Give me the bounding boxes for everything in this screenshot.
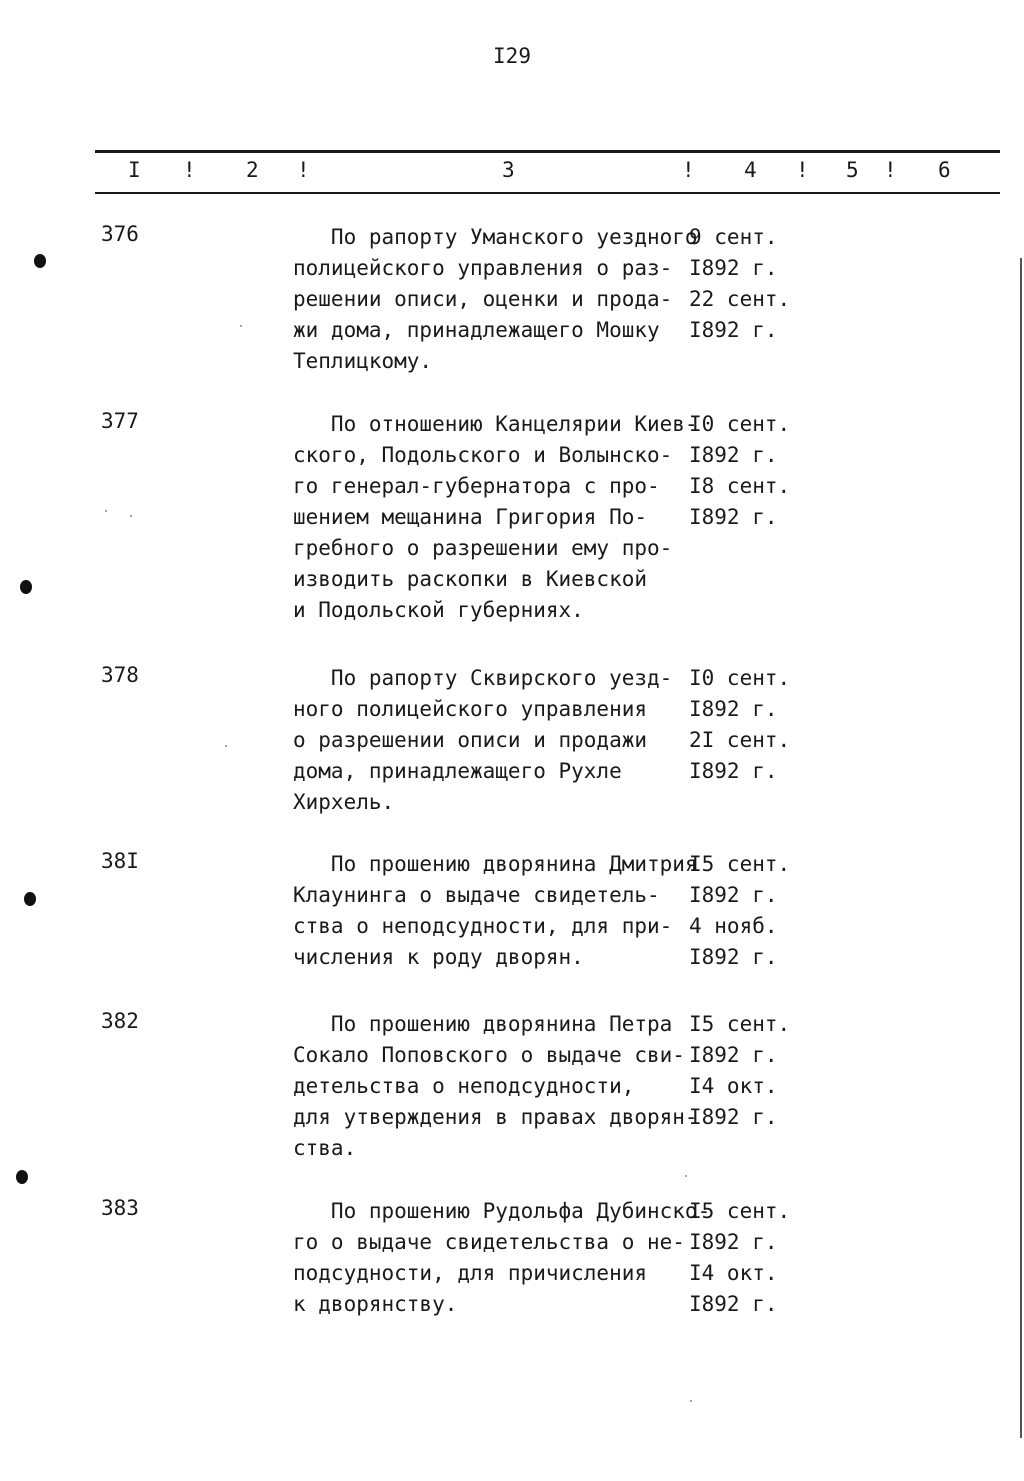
column-separator: ! xyxy=(682,158,695,182)
description-line: Теплицкому. xyxy=(293,349,433,373)
date-line: I892 г. xyxy=(689,256,778,280)
entry-number: 383 xyxy=(101,1196,139,1220)
description-line: ства. xyxy=(293,1136,357,1160)
date-line: I0 сент. xyxy=(689,412,791,436)
description-line: Сокало Поповского о выдаче сви- xyxy=(293,1043,685,1067)
date-line: I892 г. xyxy=(689,1230,778,1254)
description-line: По рапорту Уманского уездного xyxy=(293,225,698,249)
description-line: жи дома, принадлежащего Мошку xyxy=(293,318,660,342)
date-line: I892 г. xyxy=(689,1043,778,1067)
date-line: I4 окт. xyxy=(689,1074,778,1098)
description-line: По прошению дворянина Петра xyxy=(293,1012,673,1036)
column-separator: ! xyxy=(183,158,196,182)
description-line: По прошению Рудольфа Дубинско- xyxy=(293,1199,711,1223)
description-line: подсудности, для причисления xyxy=(293,1261,648,1285)
date-line: I892 г. xyxy=(689,1105,778,1129)
column-separator: ! xyxy=(884,158,897,182)
column-header-3: 3 xyxy=(502,158,515,182)
column-header-2: 2 xyxy=(246,158,259,182)
date-line: I5 сент. xyxy=(689,1199,791,1223)
table-header-rule xyxy=(95,192,1000,194)
column-header-6: 6 xyxy=(938,158,951,182)
scan-edge-line xyxy=(1020,258,1022,1438)
punch-hole xyxy=(34,254,46,268)
description-line: ного полицейского управления xyxy=(293,697,648,721)
date-line: I892 г. xyxy=(689,697,778,721)
date-line: 2I сент. xyxy=(689,728,791,752)
scan-speck xyxy=(130,515,132,517)
description-line: ского, Подольского и Волынско- xyxy=(293,443,673,467)
punch-hole xyxy=(24,892,36,906)
entry-number: 38I xyxy=(101,849,139,873)
description-line: шением мещанина Григория По- xyxy=(293,505,648,529)
description-line: полицейского управления о раз- xyxy=(293,256,673,280)
scan-speck xyxy=(225,745,227,747)
description-line: По прошению дворянина Дмитрия xyxy=(293,852,698,876)
date-line: I5 сент. xyxy=(689,852,791,876)
date-line: I892 г. xyxy=(689,883,778,907)
description-line: гребного о разрешении ему про- xyxy=(293,536,673,560)
description-line: решении описи, оценки и прода- xyxy=(293,287,673,311)
description-line: для утверждения в правах дворян- xyxy=(293,1105,698,1129)
description-line: го генерал-губернатора с про- xyxy=(293,474,660,498)
date-line: I892 г. xyxy=(689,1292,778,1316)
scan-speck xyxy=(685,1175,687,1177)
date-line: I5 сент. xyxy=(689,1012,791,1036)
description-line: го о выдаче свидетельства о не- xyxy=(293,1230,685,1254)
date-line: I892 г. xyxy=(689,318,778,342)
description-line: о разрешении описи и продажи xyxy=(293,728,648,752)
column-separator: ! xyxy=(796,158,809,182)
page-number: I29 xyxy=(493,44,531,68)
description-line: ства о неподсудности, для при- xyxy=(293,914,673,938)
table-top-rule xyxy=(95,150,1000,153)
description-line: числения к роду дворян. xyxy=(293,945,584,969)
entry-number: 378 xyxy=(101,663,139,687)
date-line: I892 г. xyxy=(689,759,778,783)
date-line: 9 сент. xyxy=(689,225,778,249)
punch-hole xyxy=(20,580,32,594)
punch-hole xyxy=(16,1170,28,1184)
description-line: изводить раскопки в Киевской xyxy=(293,567,648,591)
description-line: дома, принадлежащего Рухле xyxy=(293,759,622,783)
scan-speck xyxy=(240,325,242,327)
date-line: I892 г. xyxy=(689,945,778,969)
scan-speck xyxy=(105,510,107,512)
date-line: 22 сент. xyxy=(689,287,791,311)
date-line: I4 окт. xyxy=(689,1261,778,1285)
date-line: 4 нояб. xyxy=(689,914,778,938)
date-line: I0 сент. xyxy=(689,666,791,690)
description-line: и Подольской губерниях. xyxy=(293,598,584,622)
entry-number: 377 xyxy=(101,409,139,433)
scan-speck xyxy=(690,1400,692,1402)
date-line: I892 г. xyxy=(689,443,778,467)
date-line: I8 сент. xyxy=(689,474,791,498)
entry-number: 376 xyxy=(101,222,139,246)
entry-number: 382 xyxy=(101,1009,139,1033)
column-header-1: I xyxy=(128,158,141,182)
description-line: к дворянству. xyxy=(293,1292,458,1316)
description-line: Хирхель. xyxy=(293,790,395,814)
column-header-5: 5 xyxy=(846,158,859,182)
column-separator: ! xyxy=(297,158,310,182)
description-line: По отношению Канцелярии Киев- xyxy=(293,412,698,436)
description-line: детельства о неподсудности, xyxy=(293,1074,635,1098)
column-header-4: 4 xyxy=(744,158,757,182)
description-line: Клаунинга о выдаче свидетель- xyxy=(293,883,660,907)
description-line: По рапорту Сквирского уезд- xyxy=(293,666,673,690)
date-line: I892 г. xyxy=(689,505,778,529)
